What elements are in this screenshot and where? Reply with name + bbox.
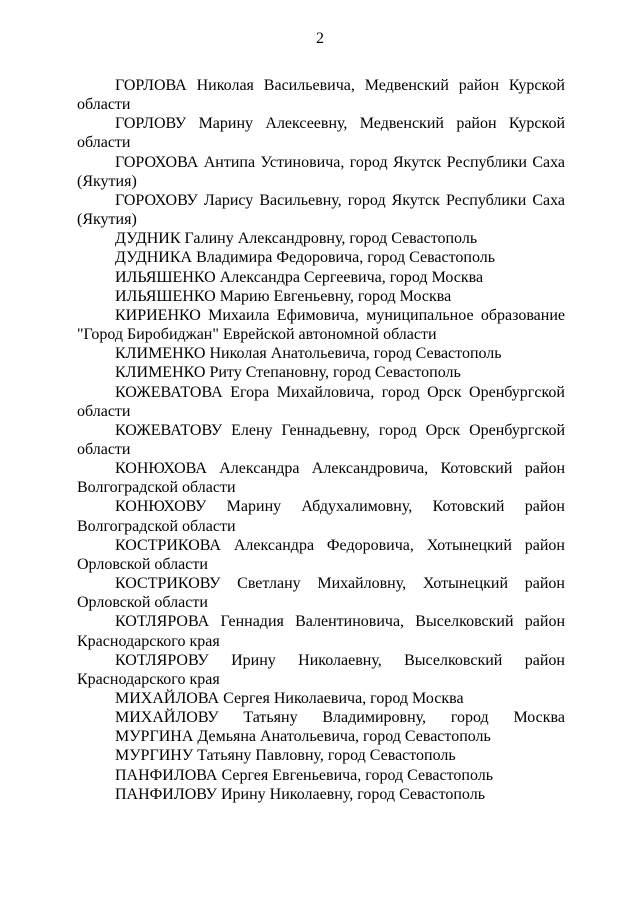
list-item: МУРГИНА Демьяна Анатольевича, город Севастополь (115, 728, 491, 746)
list-item: КОЖЕВАТОВУ Елену Геннадьевну, город Орск Оренбургской области (77, 421, 565, 458)
list-item: КЛИМЕНКО Риту Степановну, город Севастополь (115, 364, 461, 382)
list-item: КОТЛЯРОВА Геннадия Валентиновича, Выселковский район Краснодарского края (77, 613, 565, 650)
list-item: КИРИЕНКО Михаила Ефимовича, муниципальное образование "Город Биробиджан" Еврейской автономной области (77, 306, 565, 344)
list-item: ИЛЬЯШЕНКО Марию Евгеньевну, город Москва (115, 287, 452, 305)
list-item: КЛИМЕНКО Николая Анатольевича, город Севастополь (115, 345, 502, 363)
list-item: ДУДНИК Галину Александровну, город Севастополь (115, 230, 478, 248)
list-item: КОНЮХОВУ Марину Абдухалимовну, Котовский район Волгоградской области (77, 498, 565, 535)
list-item: КОСТРИКОВУ Светлану Михайловну, Хотынецкий район Орловской области (77, 575, 565, 612)
list-item: ГОРЛОВА Николая Васильевича, Медвенский район Курской области (77, 77, 565, 114)
list-item: ГОРОХОВА Антипа Устиновича, город Якутск Республики Саха (Якутия) (77, 153, 565, 190)
list-item: ГОРОХОВУ Ларису Васильевну, город Якутск Республики Саха (Якутия) (77, 191, 565, 229)
list-item: КОЖЕВАТОВА Егора Михайловича, город Орск Оренбургской области (77, 383, 565, 420)
list-item: КОНЮХОВА Александра Александровича, Котовский район Волгоградской области (77, 460, 565, 497)
list-item: ПАНФИЛОВА Сергея Евгеньевича, город Севастополь (115, 766, 494, 784)
list-item: МИХАЙЛОВА Сергея Николаевича, город Москва (115, 690, 464, 707)
list-item: ГОРЛОВУ Марину Алексеевну, Медвенский район Курской области (77, 115, 565, 152)
list-item: ДУДНИКА Владимира Федоровича, город Севастополь (115, 249, 496, 267)
list-item: ПАНФИЛОВУ Ирину Николаевну, город Севастополь (115, 785, 485, 803)
list-item: ИЛЬЯШЕНКО Александра Сергеевича, город Москва (115, 268, 484, 286)
list-item: МУРГИНУ Татьяну Павловну, город Севастополь (115, 747, 456, 765)
list-item: КОСТРИКОВА Александра Федоровича, Хотынецкий район Орловской области (77, 536, 565, 573)
list-item: МИХАЙЛОВУ Татьяну Владимировну, город Москва (115, 709, 565, 727)
awardee-list (77, 76, 565, 804)
list-item: КОТЛЯРОВУ Ирину Николаевну, Выселковский район Краснодарского края (77, 651, 565, 688)
page-number: 2 (316, 30, 324, 47)
